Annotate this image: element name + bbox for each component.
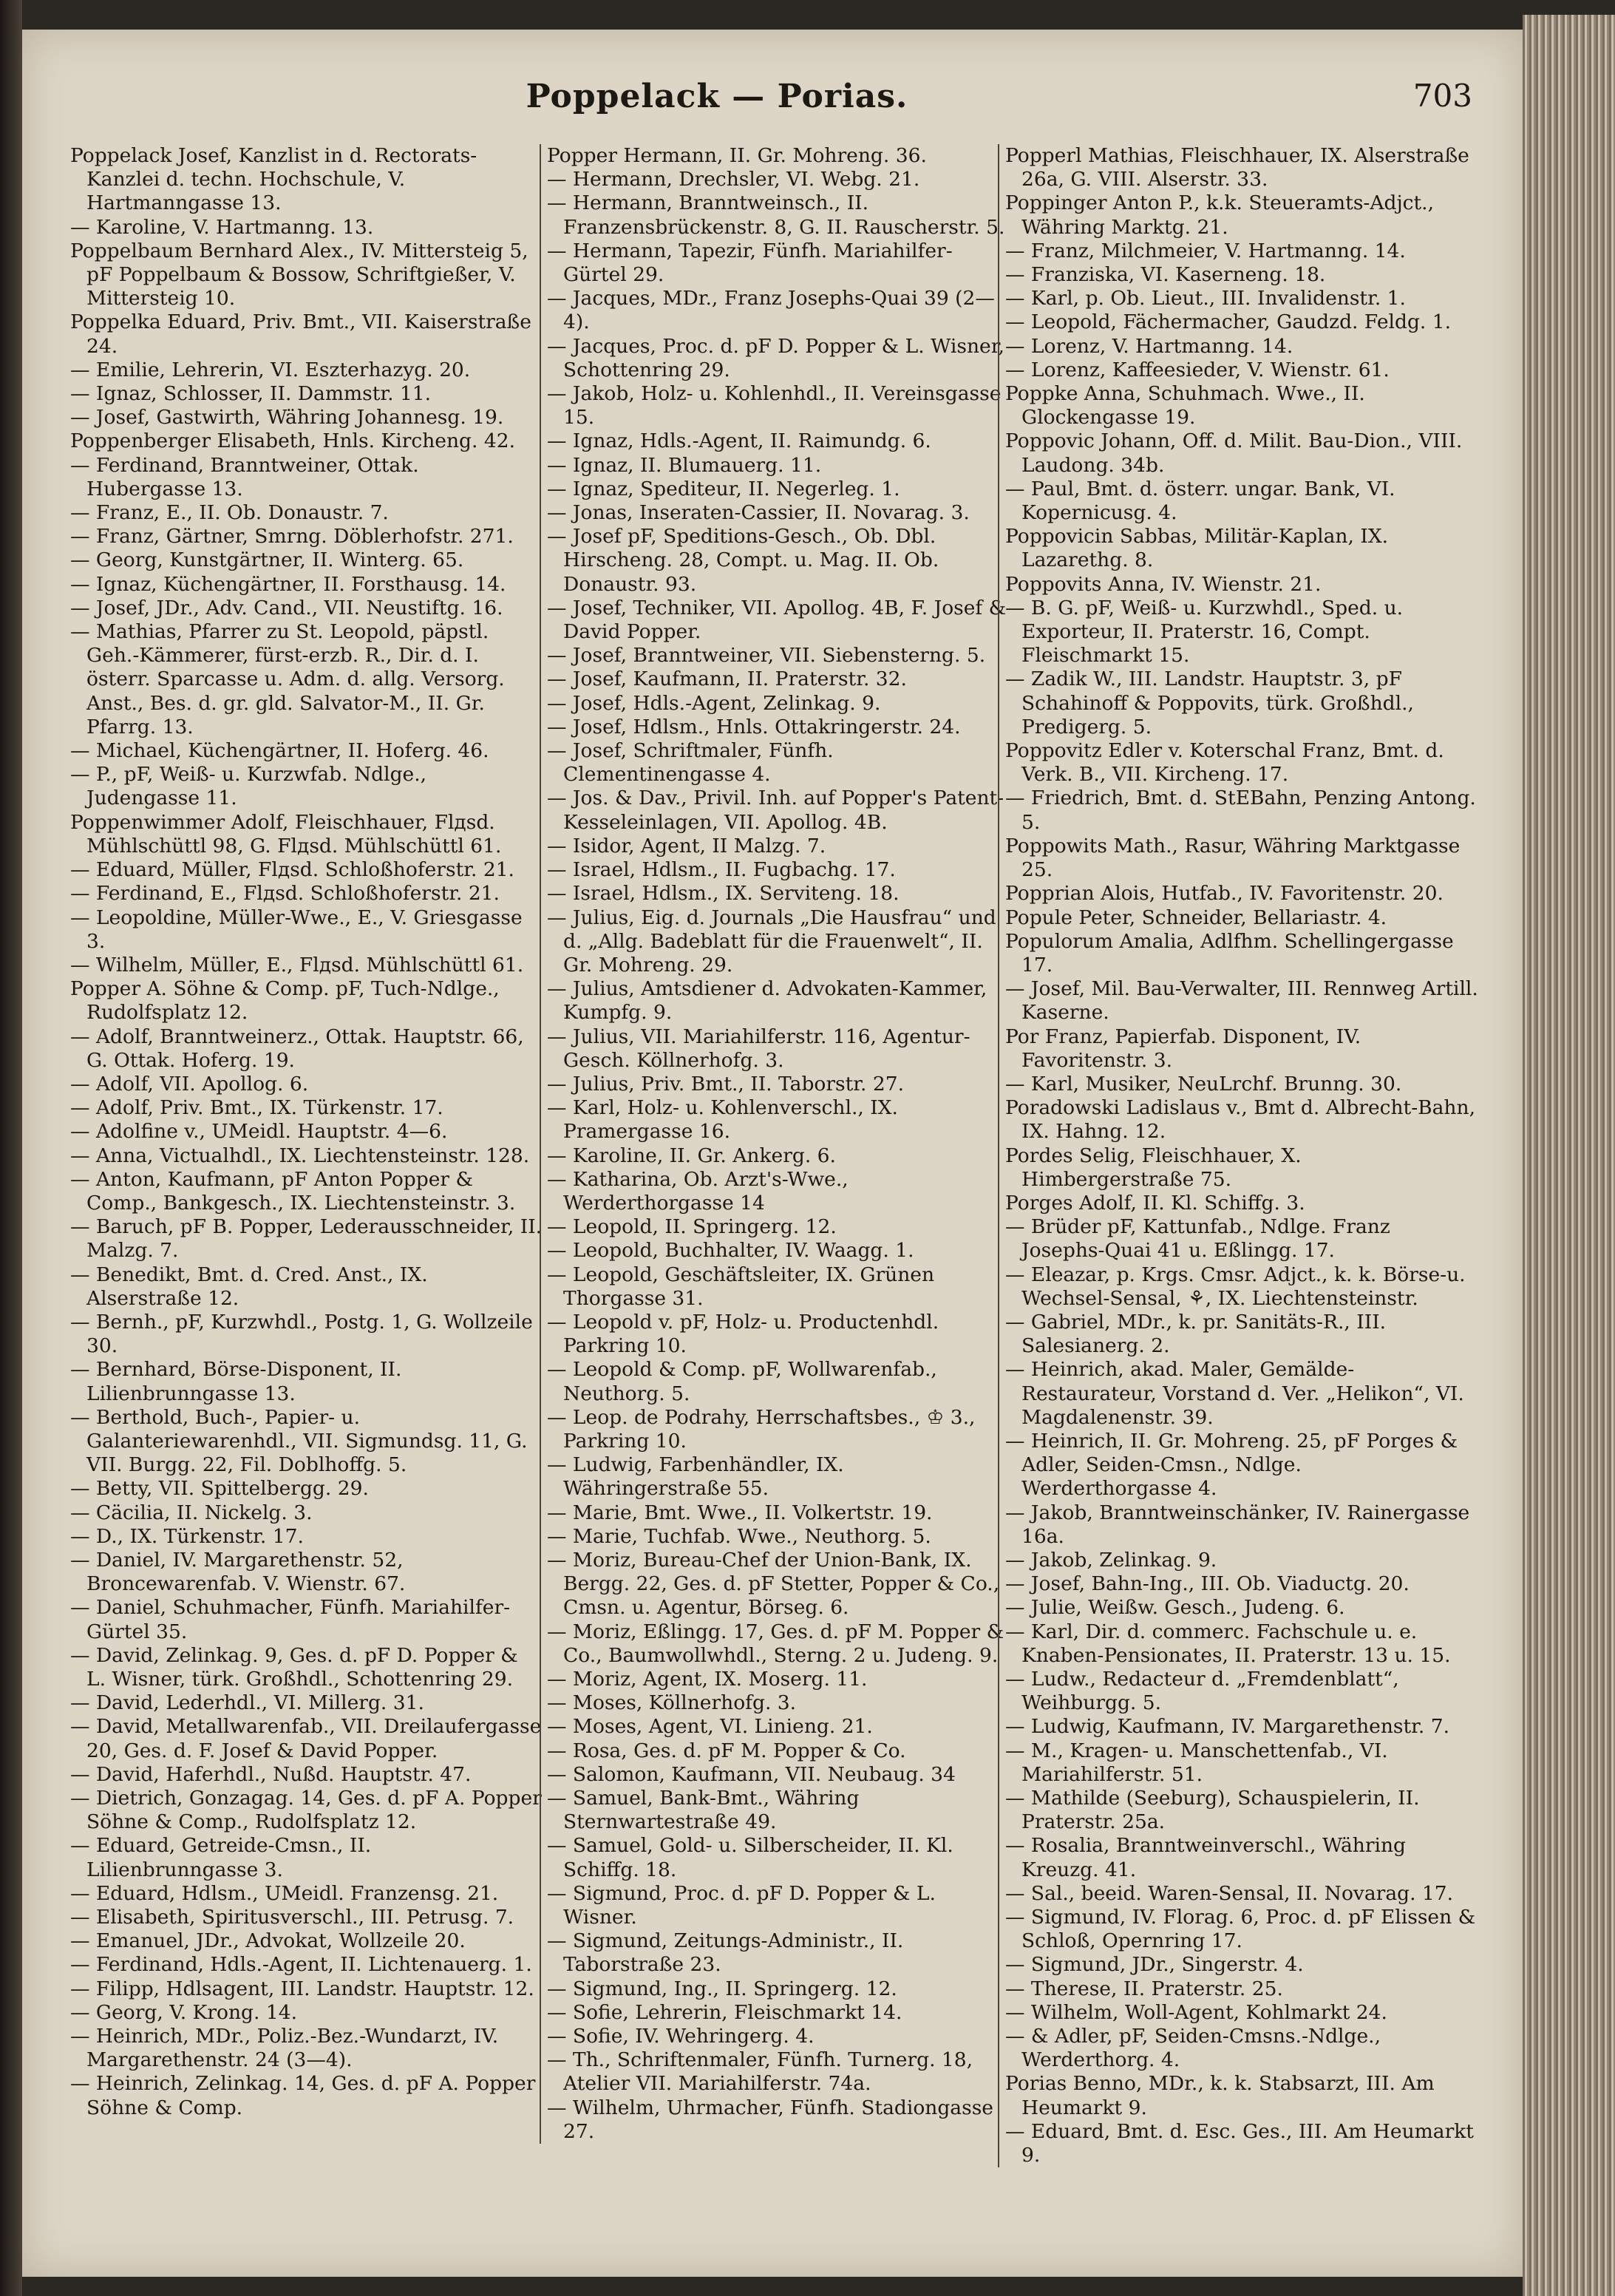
directory-entry: — Mathilde (Seeburg), Schauspielerin, II. Praterstr. 25a.	[1005, 1787, 1420, 1834]
directory-entry: — Jacques, MDr., Franz Josephs-Quai 39 (2—4).	[547, 287, 995, 334]
directory-entry: — Julie, Weißw. Gesch., Judeng. 6.	[1005, 1596, 1345, 1620]
directory-entry: — Hermann, Tapezir, Fünfh. Mariahilfer-Gürtel 29.	[547, 239, 953, 287]
directory-entry: — Josef, Bahn-Ing., III. Ob. Viaductg. 20.	[1005, 1572, 1410, 1596]
directory-entry: — Karl, p. Ob. Lieut., III. Invalidenstr. 1.	[1005, 287, 1406, 310]
directory-entry: — Karoline, V. Hartmanng. 13.	[70, 215, 374, 239]
directory-entry: — Leopold & Comp. pF, Wollwarenfab., Neuthorg. 5.	[547, 1358, 937, 1405]
directory-entry: — Ignaz, Schlosser, II. Dammstr. 11.	[70, 382, 432, 406]
directory-entry: — Josef, Hdlsm., Hnls. Ottakringerstr. 24.	[547, 715, 961, 738]
directory-entry: — Georg, V. Krong. 14.	[70, 2000, 298, 2024]
directory-entry: Popprian Alois, Hutfab., IV. Favoritenstr. 20.	[1005, 882, 1444, 906]
directory-entry: Poppovicin Sabbas, Militär-Kaplan, IX. Lazarethg. 8.	[1005, 525, 1389, 572]
directory-entry: — Josef, Branntweiner, VII. Siebensterng. 5.	[547, 644, 986, 668]
directory-entry: — Sigmund, IV. Florag. 6, Proc. d. pF Elissen & Schloß, Opernring 17.	[1005, 1906, 1476, 1953]
directory-entry: — Josef, Mil. Bau-Verwalter, III. Rennweg Artill. Kaserne.	[1005, 977, 1478, 1025]
directory-entry: Popper Hermann, II. Gr. Mohreng. 36.	[547, 144, 927, 167]
directory-entry: — Jonas, Inseraten-Cassier, II. Novarag. 3.	[547, 501, 970, 525]
directory-entry: — Elisabeth, Spiritusverschl., III. Petrusg. 7.	[70, 1906, 514, 1929]
directory-entry: — Karl, Musiker, NeuLrchf. Brunng. 30.	[1005, 1072, 1402, 1096]
directory-entry: — Moriz, Bureau-Chef der Union-Bank, IX. Bergg. 22, Ges. d. pF Stetter, Popper & Co., Cmsn. u. Agentur, Börseg. 6.	[547, 1548, 1000, 1620]
directory-entry: — Bernh., pF, Kurzwhdl., Postg. 1, G. Wollzeile 30.	[70, 1310, 533, 1358]
directory-entry: — David, Haferhdl., Nußd. Hauptstr. 47.	[70, 1762, 472, 1786]
directory-entry: — Jakob, Zelinkag. 9.	[1005, 1548, 1217, 1572]
directory-entry: — Ludwig, Farbenhändler, IX. Währingerstraße 55.	[547, 1453, 844, 1501]
directory-entry: — Ignaz, II. Blumauerg. 11.	[547, 453, 822, 477]
directory-entry: — Katharina, Ob. Arzt's-Wwe., Werderthorgasse 14	[547, 1167, 849, 1215]
directory-entry: — Ignaz, Küchengärtner, II. Forsthausg. 14.	[70, 572, 506, 596]
directory-entry: — Marie, Bmt. Wwe., II. Volkertstr. 19.	[547, 1501, 933, 1524]
page-number: 703	[1412, 78, 1472, 114]
directory-entry: — Daniel, Schuhmacher, Fünfh. Mariahilfer-Gürtel 35.	[70, 1596, 511, 1643]
directory-entry: — Wilhelm, Uhrmacher, Fünfh. Stadiongasse 27.	[547, 2096, 993, 2143]
directory-entry: — Emanuel, JDr., Advokat, Wollzeile 20.	[70, 1929, 466, 1953]
directory-entry: — Josef, Kaufmann, II. Praterstr. 32.	[547, 668, 907, 691]
directory-entry: — Eduard, Getreide-Cmsn., II. Lilienbrunngasse 3.	[70, 1834, 372, 1881]
directory-entry: — Ignaz, Spediteur, II. Negerleg. 1.	[547, 477, 900, 500]
directory-entry: — Israel, Hdlsm., II. Fugbachg. 17.	[547, 858, 896, 882]
directory-entry: — Rosalia, Branntweinverschl., Währing Kreuzg. 41.	[1005, 1834, 1407, 1881]
directory-entry: — David, Metallwarenfab., VII. Dreilaufergasse 20, Ges. d. F. Josef & David Popper.	[70, 1715, 542, 1762]
directory-entry: — Heinrich, Zelinkag. 14, Ges. d. pF A. Popper Söhne & Comp.	[70, 2072, 536, 2119]
directory-entry: — Israel, Hdlsm., IX. Serviteng. 18.	[547, 882, 900, 906]
directory-entry: Porges Adolf, II. Kl. Schiffg. 3.	[1005, 1191, 1305, 1215]
directory-entry: — Lorenz, V. Hartmanng. 14.	[1005, 334, 1293, 358]
directory-entry: — Leopold, II. Springerg. 12.	[547, 1215, 837, 1239]
directory-entry: — Eleazar, p. Krgs. Cmsr. Adjct., k. k. Börse-u. Wechsel-Sensal, ⚘, IX. Liechtensteinstr.	[1005, 1263, 1466, 1310]
directory-entry: — Sigmund, Ing., II. Springerg. 12.	[547, 1977, 897, 2000]
directory-entry: — Josef pF, Speditions-Gesch., Ob. Dbl. Hirscheng. 28, Compt. u. Mag. II. Ob. Donaustr. 93.	[547, 525, 939, 596]
page-header	[22, 78, 1523, 129]
directory-entry: Poppelka Eduard, Priv. Bmt., VII. Kaiserstraße 24.	[70, 310, 531, 358]
directory-entry: — Julius, Eig. d. Journals „Die Hausfrau“ und d. „Allg. Badeblatt für die Frauenwelt“, II. Gr. Mohreng. 29.	[547, 906, 996, 977]
directory-entry: — Leopold, Geschäftsleiter, IX. Grünen Thorgasse 31.	[547, 1263, 935, 1310]
directory-entry: — Cäcilia, II. Nickelg. 3.	[70, 1501, 313, 1524]
directory-entry: — Julius, VII. Mariahilferstr. 116, Agentur-Gesch. Köllnerhofg. 3.	[547, 1025, 970, 1072]
directory-entry: — Karl, Holz- u. Kohlenverschl., IX. Pramergasse 16.	[547, 1096, 898, 1144]
directory-entry: — Hermann, Branntweinsch., II. Franzensbrückenstr. 8, G. II. Rauscherstr. 5.	[547, 191, 1005, 239]
directory-entry: — Bernhard, Börse-Disponent, II. Lilienbrunngasse 13.	[70, 1358, 402, 1405]
directory-entry: Poppke Anna, Schuhmach. Wwe., II. Glockengasse 19.	[1005, 382, 1365, 429]
directory-entry: Poppenberger Elisabeth, Hnls. Kircheng. 42.	[70, 429, 515, 453]
directory-entry: Poppenwimmer Adolf, Fleischhauer, Flдsd. Mühlschüttl 98, G. Flдsd. Mühlschüttl 61.	[70, 810, 502, 857]
directory-entry: — Friedrich, Bmt. d. StEBahn, Penzing Antong. 5.	[1005, 787, 1476, 834]
directory-entry: — Franz, E., II. Ob. Donaustr. 7.	[70, 501, 389, 525]
directory-entry: — Sigmund, JDr., Singerstr. 4.	[1005, 1953, 1304, 1977]
directory-entry: — Heinrich, akad. Maler, Gemälde-Restaurateur, Vorstand d. Ver. „Helikon“, VI. Magdalenenstr. 39.	[1005, 1358, 1464, 1429]
directory-entry: — Eduard, Müller, Flдsd. Schloßhoferstr. 21.	[70, 858, 514, 882]
directory-entry: Popper A. Söhne & Comp. pF, Tuch-Ndlge., Rudolfsplatz 12.	[70, 977, 500, 1025]
directory-entry: — Josef, Hdls.-Agent, Zelinkag. 9.	[547, 691, 881, 715]
directory-entry: — Mathias, Pfarrer zu St. Leopold, päpstl. Geh.-Kämmerer, fürst-erzb. R., Dir. d. I. österr. Sparcasse u. Adm. d. allg. Versorg. Anst., Bes. d. gr. gld. Salvator-M., II. Gr. Pfarrg. 13.	[70, 620, 505, 738]
directory-entry: — & Adler, pF, Seiden-Cmsns.-Ndlge., Werderthorg. 4.	[1005, 2025, 1381, 2072]
directory-entry: — Zadik W., III. Landstr. Hauptstr. 3, pF Schahinoff & Poppovits, türk. Großhdl., Predigerg. 5.	[1005, 668, 1414, 738]
directory-entry: — Josef, Gastwirth, Währing Johannesg. 19.	[70, 406, 504, 429]
directory-entry: Populorum Amalia, Adlfhm. Schellingergasse 17.	[1005, 929, 1454, 977]
directory-entry: — Leopold, Fächermacher, Gaudzd. Feldg. 1.	[1005, 310, 1452, 334]
directory-entry: — Michael, Küchengärtner, II. Hoferg. 46.	[70, 739, 489, 763]
directory-entry: Poppovits Anna, IV. Wienstr. 21.	[1005, 572, 1322, 596]
directory-entry: — Moses, Agent, VI. Linieng. 21.	[547, 1715, 873, 1739]
directory-entry: Poradowski Ladislaus v., Bmt d. Albrecht-Bahn, IX. Hahng. 12.	[1005, 1096, 1475, 1144]
directory-entry: — Eduard, Hdlsm., UMeidl. Franzensg. 21.	[70, 1881, 499, 1905]
directory-entry: — Hermann, Drechsler, VI. Webg. 21.	[547, 168, 920, 191]
directory-entry: — Sofie, Lehrerin, Fleischmarkt 14.	[547, 2000, 902, 2024]
directory-entry: — Wilhelm, Woll-Agent, Kohlmarkt 24.	[1005, 2000, 1387, 2024]
directory-entry: — Wilhelm, Müller, E., Flдsd. Mühlschüttl 61.	[70, 953, 524, 977]
directory-entry: — Emilie, Lehrerin, VI. Eszterhazyg. 20.	[70, 358, 471, 381]
directory-entry: — Ferdinand, Hdls.-Agent, II. Lichtenauerg. 1.	[70, 1953, 532, 1977]
directory-entry: — Brüder pF, Kattunfab., Ndlge. Franz Josephs-Quai 41 u. Eßlingg. 17.	[1005, 1215, 1390, 1263]
directory-entry: — Sal., beeid. Waren-Sensal, II. Novarag. 17.	[1005, 1881, 1454, 1905]
directory-entry: — Josef, Techniker, VII. Apollog. 4B, F. Josef & David Popper.	[547, 596, 1007, 644]
directory-entry: — Anna, Victualhdl., IX. Liechtensteinstr. 128.	[70, 1144, 530, 1167]
directory-entry: — Ignaz, Hdls.-Agent, II. Raimundg. 6.	[547, 429, 931, 453]
directory-entry: — Ferdinand, Branntweiner, Ottak. Hubergasse 13.	[70, 453, 419, 500]
directory-entry: Poppovitz Edler v. Koterschal Franz, Bmt. d. Verk. B., VII. Kircheng. 17.	[1005, 739, 1444, 787]
directory-entry: — Ludw., Redacteur d. „Fremdenblatt“, Weihburgg. 5.	[1005, 1668, 1399, 1715]
directory-entry: — Betty, VII. Spittelbergg. 29.	[70, 1477, 369, 1501]
directory-entry: Poppelbaum Bernhard Alex., IV. Mittersteig 5, pF Poppelbaum & Bossow, Schriftgießer, V. Mittersteig 10.	[70, 239, 528, 310]
directory-entry: — Adolf, Branntweinerz., Ottak. Hauptstr. 66, G. Ottak. Hoferg. 19.	[70, 1025, 524, 1072]
directory-entry: — M., Kragen- u. Manschettenfab., VI. Mariahilferstr. 51.	[1005, 1739, 1388, 1786]
directory-entry: Poppovic Johann, Off. d. Milit. Bau-Dion., VIII. Laudong. 34b.	[1005, 429, 1463, 477]
directory-entry: — Moriz, Agent, IX. Moserg. 11.	[547, 1668, 868, 1691]
directory-entry: — Jakob, Branntweinschänker, IV. Rainergasse 16a.	[1005, 1501, 1470, 1548]
directory-entry: — Franz, Gärtner, Smrng. Döblerhofstr. 271.	[70, 525, 514, 548]
directory-entry: — Jacques, Proc. d. pF D. Popper & L. Wisner, Schottenring 29.	[547, 334, 1004, 381]
directory-entry: Pordes Selig, Fleischhauer, X. Himbergerstraße 75.	[1005, 1144, 1302, 1191]
directory-entry: — D., IX. Türkenstr. 17.	[70, 1524, 304, 1548]
directory-entry: — Sofie, IV. Wehringerg. 4.	[547, 2025, 815, 2048]
directory-entry: — Franziska, VI. Kaserneng. 18.	[1005, 263, 1326, 287]
directory-entry: — Adolf, VII. Apollog. 6.	[70, 1072, 309, 1096]
directory-entry: — Samuel, Gold- u. Silberscheider, II. Kl. Schiffg. 18.	[547, 1834, 953, 1881]
directory-entry: — Adolfine v., UMeidl. Hauptstr. 4—6.	[70, 1120, 448, 1144]
directory-entry: — Dietrich, Gonzagag. 14, Ges. d. pF A. Popper Söhne & Comp., Rudolfsplatz 12.	[70, 1787, 542, 1834]
directory-entry: — Leopold v. pF, Holz- u. Productenhdl. Parkring 10.	[547, 1310, 939, 1358]
directory-entry: — Sigmund, Zeitungs-Administr., II. Taborstraße 23.	[547, 1929, 904, 1977]
directory-entry: — Benedikt, Bmt. d. Cred. Anst., IX. Alserstraße 12.	[70, 1263, 428, 1310]
directory-entry: — Ludwig, Kaufmann, IV. Margarethenstr. 7.	[1005, 1715, 1450, 1739]
directory-entry: Popperl Mathias, Fleischhauer, IX. Alserstraße 26a, G. VIII. Alserstr. 33.	[1005, 144, 1469, 191]
directory-entry: — Daniel, IV. Margarethenstr. 52, Broncewarenfab. V. Wienstr. 67.	[70, 1548, 406, 1596]
directory-entry: — Th., Schriftenmaler, Fünfh. Turnerg. 18, Atelier VII. Mariahilferstr. 74a.	[547, 2048, 973, 2096]
directory-entry: — Heinrich, II. Gr. Mohreng. 25, pF Porges & Adler, Seiden-Cmsn., Ndlge. Werderthorgasse 4.	[1005, 1429, 1458, 1501]
book-gutter	[0, 0, 22, 2296]
directory-entry: — Samuel, Bank-Bmt., Währing Sternwartestraße 49.	[547, 1787, 860, 1834]
directory-entry: — B. G. pF, Weiß- u. Kurzwhdl., Sped. u. Exporteur, II. Praterstr. 16, Compt. Fleischmarkt 15.	[1005, 596, 1404, 668]
directory-entry: — Georg, Kunstgärtner, II. Winterg. 65.	[70, 548, 464, 572]
directory-entry: — Adolf, Priv. Bmt., IX. Türkenstr. 17.	[70, 1096, 443, 1120]
directory-entry: — Salomon, Kaufmann, VII. Neubaug. 34	[547, 1762, 956, 1786]
directory-entry: Por Franz, Papierfab. Disponent, IV. Favoritenstr. 3.	[1005, 1025, 1361, 1072]
directory-entry: — Heinrich, MDr., Poliz.-Bez.-Wundarzt, IV. Margarethenstr. 24 (3—4).	[70, 2025, 499, 2072]
column-3	[998, 144, 1478, 2167]
directory-entry: — Franz, Milchmeier, V. Hartmanng. 14.	[1005, 239, 1406, 262]
running-title: Poppelack — Porias.	[526, 78, 908, 115]
directory-entry: — David, Lederhdl., VI. Millerg. 31.	[70, 1691, 424, 1715]
directory-entry: Popule Peter, Schneider, Bellariastr. 4.	[1005, 906, 1387, 929]
directory-entry: — Sigmund, Proc. d. pF D. Popper & L. Wisner.	[547, 1881, 936, 1929]
directory-entry: — Therese, II. Praterstr. 25.	[1005, 1977, 1283, 2000]
directory-entry: — Isidor, Agent, II Malzg. 7.	[547, 834, 826, 857]
directory-entry: — Berthold, Buch-, Papier- u. Galanteriewarenhdl., VII. Sigmundsg. 11, G. VII. Burgg. 22, Fil. Doblhoffg. 5.	[70, 1405, 528, 1477]
directory-entry: — Leopoldine, Müller-Wwe., E., V. Griesgasse 3.	[70, 906, 523, 953]
directory-entry: — Jakob, Holz- u. Kohlenhdl., II. Vereinsgasse 15.	[547, 382, 1002, 429]
directory-entry: — Baruch, pF B. Popper, Lederausschneider, II. Malzg. 7.	[70, 1215, 543, 1263]
column-2	[540, 144, 1013, 2144]
directory-entry: — Karoline, II. Gr. Ankerg. 6.	[547, 1144, 836, 1167]
directory-entry: — Ferdinand, E., Flдsd. Schloßhoferstr. 21.	[70, 882, 500, 906]
directory-entry: Porias Benno, MDr., k. k. Stabsarzt, III. Am Heumarkt 9.	[1005, 2072, 1435, 2119]
directory-entry: — Eduard, Bmt. d. Esc. Ges., III. Am Heumarkt 9.	[1005, 2119, 1474, 2167]
directory-entry: — Leop. de Podrahy, Herrschaftsbes., ♔ 3., Parkring 10.	[547, 1405, 976, 1453]
directory-entry: — Filipp, Hdlsagent, III. Landstr. Hauptstr. 12.	[70, 1977, 534, 2000]
directory-entry: — Josef, Schriftmaler, Fünfh. Clementinengasse 4.	[547, 739, 834, 787]
directory-entry: — Lorenz, Kaffeesieder, V. Wienstr. 61.	[1005, 358, 1390, 381]
directory-entry: — Marie, Tuchfab. Wwe., Neuthorg. 5.	[547, 1524, 931, 1548]
directory-entry: — Gabriel, MDr., k. pr. Sanitäts-R., III. Salesianerg. 2.	[1005, 1310, 1387, 1358]
directory-entry: — Paul, Bmt. d. österr. ungar. Bank, VI. Kopernicusg. 4.	[1005, 477, 1395, 525]
directory-entry: — Leopold, Buchhalter, IV. Waagg. 1.	[547, 1239, 914, 1263]
directory-entry: — P., pF, Weiß- u. Kurzwfab. Ndlge., Judengasse 11.	[70, 763, 427, 810]
directory-entry: — Moses, Köllnerhofg. 3.	[547, 1691, 797, 1715]
directory-entry: — Anton, Kaufmann, pF Anton Popper & Comp., Bankgesch., IX. Liechtensteinstr. 3.	[70, 1167, 516, 1215]
directory-entry: Poppowits Math., Rasur, Währing Marktgasse 25.	[1005, 834, 1461, 882]
directory-entry: — Moriz, Eßlingg. 17, Ges. d. pF M. Popper & Co., Baumwollwhdl., Sterng. 2 u. Judeng. 9.	[547, 1620, 1004, 1667]
directory-entry: Poppelack Josef, Kanzlist in d. Rectorats-Kanzlei d. techn. Hochschule, V. Hartmanngasse 13.	[70, 144, 477, 215]
column-1	[70, 144, 543, 2120]
page-edges	[1523, 15, 1615, 2296]
directory-entry: — Julius, Amtsdiener d. Advokaten-Kammer, Kumpfg. 9.	[547, 977, 987, 1025]
directory-entry: Poppinger Anton P., k.k. Steueramts-Adjct., Währing Marktg. 21.	[1005, 191, 1435, 239]
directory-entry: — Julius, Priv. Bmt., II. Taborstr. 27.	[547, 1072, 905, 1096]
directory-entry: — Rosa, Ges. d. pF M. Popper & Co.	[547, 1739, 906, 1762]
directory-entry: — David, Zelinkag. 9, Ges. d. pF D. Popper & L. Wisner, türk. Großhdl., Schottenring 29.	[70, 1643, 518, 1691]
directory-entry: — Karl, Dir. d. commerc. Fachschule u. e. Knaben-Pensionates, II. Praterstr. 13 u. 15.	[1005, 1620, 1451, 1667]
directory-entry: — Jos. & Dav., Privil. Inh. auf Popper's Patent-Kesseleinlagen, VII. Apollog. 4B.	[547, 787, 1004, 834]
directory-entry: — Josef, JDr., Adv. Cand., VII. Neustiftg. 16.	[70, 596, 503, 619]
